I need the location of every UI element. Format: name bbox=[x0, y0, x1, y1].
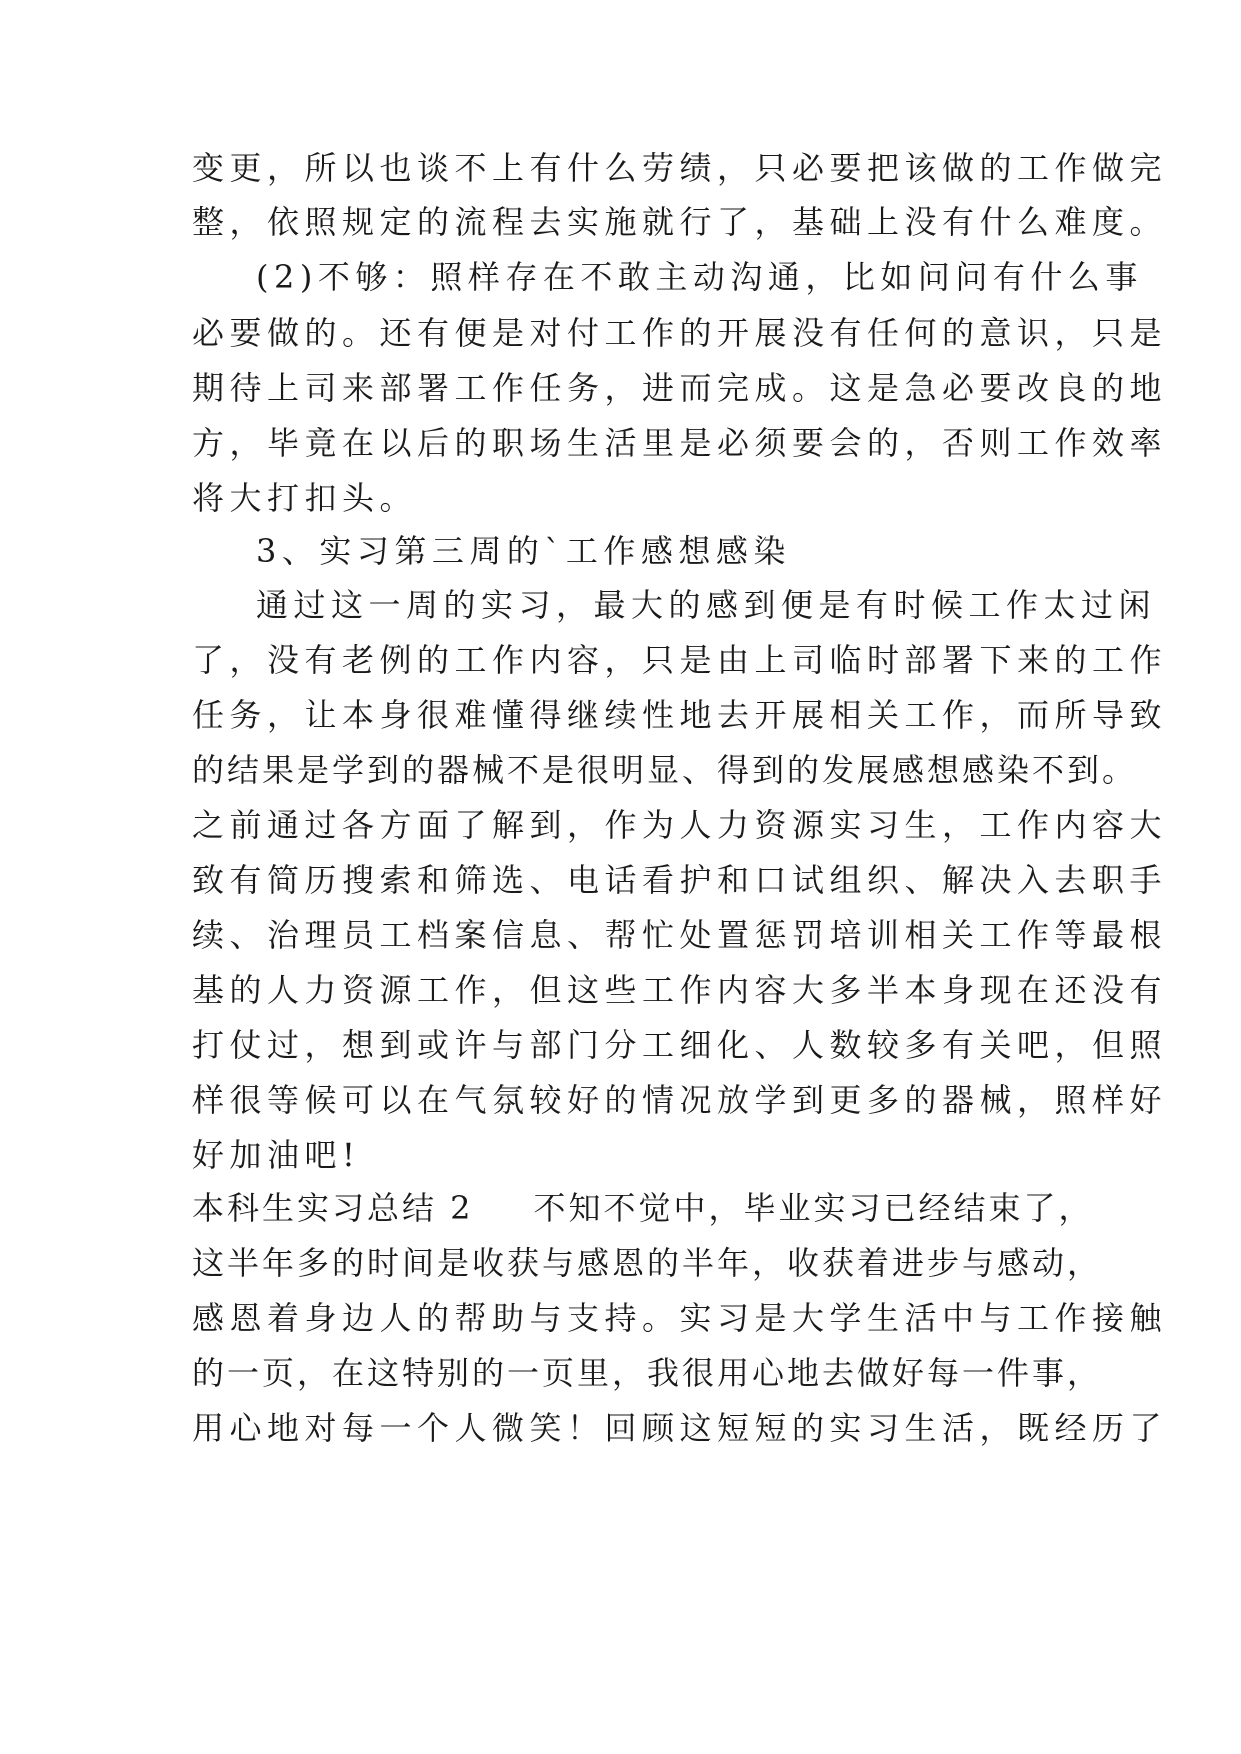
paragraph-line: 变更，所以也谈不上有什么劳绩，只必要把该做的工作做完 bbox=[192, 149, 1168, 187]
paragraph-line: 整，依照规定的流程去实施就行了，基础上没有什么难度。 bbox=[192, 203, 1168, 241]
paragraph-line: 好加油吧! bbox=[192, 1136, 361, 1174]
paragraph-line: 了，没有老例的工作内容，只是由上司临时部署下来的工作 bbox=[192, 641, 1168, 679]
paragraph-line: 打仗过，想到或许与部门分工细化、人数较多有关吧，但照 bbox=[192, 1026, 1168, 1064]
paragraph-line: 基的人力资源工作，但这些工作内容大多半本身现在还没有 bbox=[192, 971, 1168, 1009]
paragraph-line: 任务，让本身很难懂得继续性地去开展相关工作，而所导致 bbox=[192, 696, 1168, 734]
section-heading-line bbox=[192, 1188, 1094, 1228]
paragraph-line: 的结果是学到的器械不是很明显、得到的发展感想感染不到。 bbox=[192, 751, 1138, 789]
paragraph-line: 方，毕竟在以后的职场生活里是必须要会的，否则工作效率 bbox=[192, 424, 1168, 462]
section-title: 本科生实习总结 2 bbox=[192, 1189, 474, 1227]
paragraph-line: 用心地对每一个人微笑！回顾这短短的实习生活，既经历了 bbox=[192, 1409, 1168, 1447]
paragraph-line: 这半年多的时间是收获与感恩的半年，收获着进步与感动， bbox=[192, 1244, 1103, 1282]
paragraph-line: 必要做的。还有便是对付工作的开展没有任何的意识，只是 bbox=[192, 314, 1168, 352]
paragraph-line: 将大打扣头。 bbox=[192, 479, 418, 517]
paragraph-line: 的一页，在这特别的一页里，我很用心地去做好每一件事， bbox=[192, 1354, 1103, 1392]
paragraph-line: 之前通过各方面了解到，作为人力资源实习生，工作内容大 bbox=[192, 806, 1168, 844]
paragraph-line: 通过这一周的实习，最大的感到便是有时候工作太过闲 bbox=[256, 586, 1157, 624]
paragraph-line: 期待上司来部署工作任务，进而完成。这是急必要改良的地 bbox=[192, 369, 1168, 407]
paragraph-line: 样很等候可以在气氛较好的情况放学到更多的器械，照样好 bbox=[192, 1081, 1168, 1119]
paragraph-line: 感恩着身边人的帮助与支持。实习是大学生活中与工作接触 bbox=[192, 1299, 1168, 1337]
paragraph-line: (2)不够：照样存在不敢主动沟通，比如问问有什么事 bbox=[256, 258, 1143, 296]
paragraph-line: 续、治理员工档案信息、帮忙处置惩罚培训相关工作等最根 bbox=[192, 916, 1168, 954]
section-first-line: 不知不觉中，毕业实习已经结束了， bbox=[533, 1189, 1094, 1227]
subheading: 3、实习第三周的`工作感想感染 bbox=[256, 532, 791, 570]
paragraph-line: 致有简历搜索和筛选、电话看护和口试组织、解决入去职手 bbox=[192, 861, 1168, 899]
